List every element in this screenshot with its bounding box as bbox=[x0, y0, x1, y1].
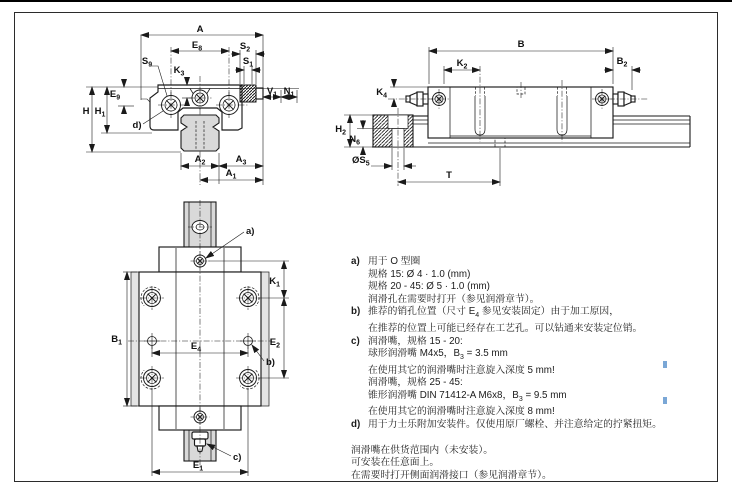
dim-label-S5: $ØS_5$ bbox=[352, 155, 370, 168]
note-line: 可安装在任意面上。 bbox=[351, 457, 440, 469]
dim-label-E4: $E_4$ bbox=[190, 341, 202, 354]
dim-label-H: H bbox=[82, 106, 90, 117]
dim-label-H1: $H_1$ bbox=[94, 106, 106, 119]
dim-label-K4: $K_4$ bbox=[376, 87, 387, 100]
dim-label-E9: $E_9$ bbox=[109, 89, 121, 102]
notes-footer bbox=[351, 445, 689, 483]
top-view-drawing bbox=[108, 196, 298, 480]
dim-label-c: c) bbox=[233, 452, 242, 463]
note-line: 球形润滑嘴 M4x5，$B_3 = 3.5$ mm bbox=[368, 348, 508, 362]
dim-label-B: B bbox=[517, 39, 525, 50]
margin-link-mark bbox=[663, 397, 667, 404]
note-line: 在需要时打开侧面润滑接口（参见润滑章节）。 bbox=[351, 469, 552, 481]
front-view-dimensions bbox=[86, 35, 299, 185]
note-key: c) bbox=[351, 335, 360, 347]
margin-link-mark bbox=[663, 361, 667, 368]
dim-label-a: a) bbox=[246, 226, 255, 237]
dim-label-V1: $V_1$ bbox=[266, 86, 278, 99]
dim-label-K1: $K_1$ bbox=[269, 276, 280, 289]
note-line: 规格 15: Ø 4 · 1.0 (mm) bbox=[368, 268, 471, 280]
dim-label-A2: $A_2$ bbox=[194, 154, 206, 167]
dim-label-T: T bbox=[446, 170, 452, 181]
dim-label-A1: $A_1$ bbox=[225, 168, 237, 181]
note-body bbox=[368, 256, 689, 306]
note-body bbox=[368, 306, 689, 335]
note-key: d) bbox=[351, 418, 361, 430]
note-line: 在推荐的位置上可能已经存在工艺孔。可以钻通来安装定位销。 bbox=[368, 322, 643, 334]
side-view-drawing bbox=[335, 40, 707, 192]
note-item bbox=[351, 306, 689, 335]
dim-label-A: A bbox=[196, 24, 204, 35]
top-view-geometry bbox=[128, 200, 272, 468]
note-line: 推荐的销孔位置（尺寸 $E_4$ 参见安装固定）由于加工原因， bbox=[368, 306, 620, 320]
dim-label-E8: $E_8$ bbox=[191, 40, 203, 53]
note-line: 润滑嘴，规格 25 - 45: bbox=[368, 377, 463, 389]
dim-label-S2: $S_2$ bbox=[239, 41, 251, 54]
notes-block bbox=[351, 256, 689, 482]
dim-label-B1: $B_1$ bbox=[111, 334, 122, 347]
notes-list bbox=[351, 256, 689, 432]
side-view-geometry bbox=[372, 66, 690, 186]
note-item bbox=[351, 336, 689, 419]
dim-label-K3: $K_3$ bbox=[173, 65, 185, 78]
dim-label-S9: $S_9$ bbox=[141, 56, 153, 69]
dim-label-E1: $E_1$ bbox=[192, 460, 204, 473]
note-line: 用于力士乐附加安装件。仅使用原厂螺栓、并注意给定的拧紧扭矩。 bbox=[368, 418, 662, 430]
dim-label-B2: $B_2$ bbox=[616, 56, 628, 69]
dim-label-H2: $H_2$ bbox=[335, 124, 346, 137]
note-item bbox=[351, 419, 689, 432]
dim-label-A3: $A_3$ bbox=[235, 154, 247, 167]
dim-label-S1: $S_1$ bbox=[242, 56, 254, 69]
note-line: 在使用其它的润滑嘴时注意旋入深度 5 mm! bbox=[368, 364, 555, 376]
note-line: 在使用其它的润滑嘴时注意旋入深度 8 mm! bbox=[368, 406, 555, 418]
front-view-drawing bbox=[80, 20, 315, 195]
note-line: 用于 O 型圈 bbox=[368, 256, 421, 267]
top-rule bbox=[0, 0, 732, 2]
note-line: 规格 20 - 45: Ø 5 · 1.0 (mm) bbox=[368, 281, 490, 293]
note-body bbox=[368, 419, 689, 432]
note-key: b) bbox=[351, 306, 361, 318]
dim-label-N1: $N_1$ bbox=[283, 86, 295, 99]
dim-label-d: d) bbox=[132, 120, 142, 131]
note-line: 锥形润滑嘴 DIN 71412-A M6x8，$B_3 = 9.5$ mm bbox=[368, 389, 567, 403]
note-line: 润滑嘴，规格 15 - 20: bbox=[368, 335, 463, 347]
note-item bbox=[351, 256, 689, 306]
note-line: 润滑孔在需要时打开（参见润滑章节）。 bbox=[368, 293, 540, 305]
dim-label-E2: $E_2$ bbox=[269, 337, 280, 350]
dim-label-K2: $K_2$ bbox=[456, 58, 468, 71]
dim-label-N6: $N_6$ bbox=[349, 134, 360, 147]
note-line: 润滑嘴在供货范围内（未安装）。 bbox=[351, 444, 494, 456]
note-body bbox=[368, 336, 689, 419]
dim-label-b: b) bbox=[266, 357, 275, 368]
note-key: a) bbox=[351, 256, 360, 267]
